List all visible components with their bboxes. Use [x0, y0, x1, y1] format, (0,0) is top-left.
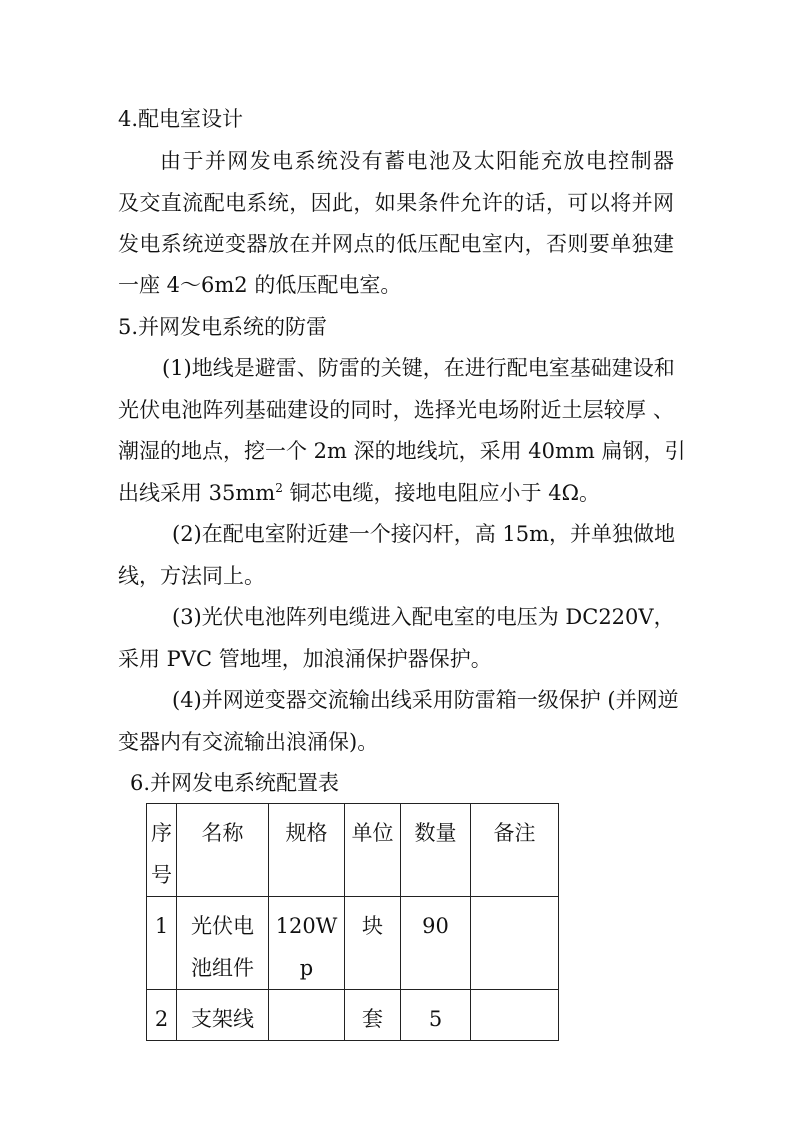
section-4-line-3: 发电系统逆变器放在并网点的低压配电室内，否则要单独建 [118, 232, 674, 256]
config-table [146, 803, 559, 1041]
section-5-p1-line-3: 潮湿的地点，挖一个 2m 深的地线坑，采用 40mm 扁钢，引 [118, 439, 686, 463]
table-cell: 支架线 [177, 990, 269, 1041]
table-cell [269, 990, 345, 1041]
header-cell-name: 名称 [177, 804, 269, 897]
section-5-heading: 5.并网发电系统的防雷 [118, 315, 328, 339]
table-cell: 套 [345, 990, 401, 1041]
header-cell-qty: 数量 [401, 804, 471, 897]
table-row [147, 990, 559, 1041]
table-cell: 90 [401, 897, 471, 990]
table-cell [471, 897, 559, 990]
header-cell-note: 备注 [471, 804, 559, 897]
superscript: 2 [275, 481, 283, 495]
section-5-p1-line-4 [118, 483, 600, 504]
section-4-line-2: 及交直流配电系统，因此，如果条件允许的话，可以将并网 [118, 191, 674, 215]
section-4-heading: 4.配电室设计 [118, 107, 244, 131]
table-cell [471, 990, 559, 1041]
section-5-p3-line-1: (3)光伏电池阵列电缆进入配电室的电压为 DC220V， [172, 605, 675, 629]
table-cell: 块 [345, 897, 401, 990]
table-cell: 5 [401, 990, 471, 1041]
table-cell: 120Wp [269, 897, 345, 990]
section-5-p1-line-1: (1)地线是避雷、防雷的关键，在进行配电室基础建设和 [162, 356, 675, 380]
table-header-row [147, 804, 559, 897]
section-6-heading: 6.并网发电系统配置表 [130, 771, 340, 795]
section-5-p1-line-2: 光伏电池阵列基础建设的同时，选择光电场附近土层较厚 、 [118, 398, 674, 422]
header-cell-spec: 规格 [269, 804, 345, 897]
table-cell: 1 [147, 897, 177, 990]
header-cell-index: 序号 [147, 804, 177, 897]
p1-last-text-b: 铜芯电缆，接地电阻应小于 4Ω。 [282, 481, 600, 505]
table-cell: 光伏电池组件 [177, 897, 269, 990]
p1-last-text-a: 出线采用 35mm [118, 481, 276, 505]
table-row [147, 897, 559, 990]
section-5-p3-line-2: 采用 PVC 管地埋，加浪涌保护器保护。 [118, 647, 492, 671]
section-5-p4-line-1: (4)并网逆变器交流输出线采用防雷箱一级保护 (并网逆 [172, 688, 679, 712]
section-5-p2-line-2: 线，方法同上。 [118, 564, 265, 588]
table-cell: 2 [147, 990, 177, 1041]
section-4-line-4: 一座 4～6m2 的低压配电室。 [118, 273, 402, 297]
section-5-p2-line-1: (2)在配电室附近建一个接闪杆，高 15m，并单独做地 [172, 522, 676, 546]
section-5-p4-line-2: 变器内有交流输出浪涌保)。 [118, 730, 379, 754]
header-cell-unit: 单位 [345, 804, 401, 897]
section-4-line-1: 由于并网发电系统没有蓄电池及太阳能充放电控制器 [160, 149, 674, 173]
